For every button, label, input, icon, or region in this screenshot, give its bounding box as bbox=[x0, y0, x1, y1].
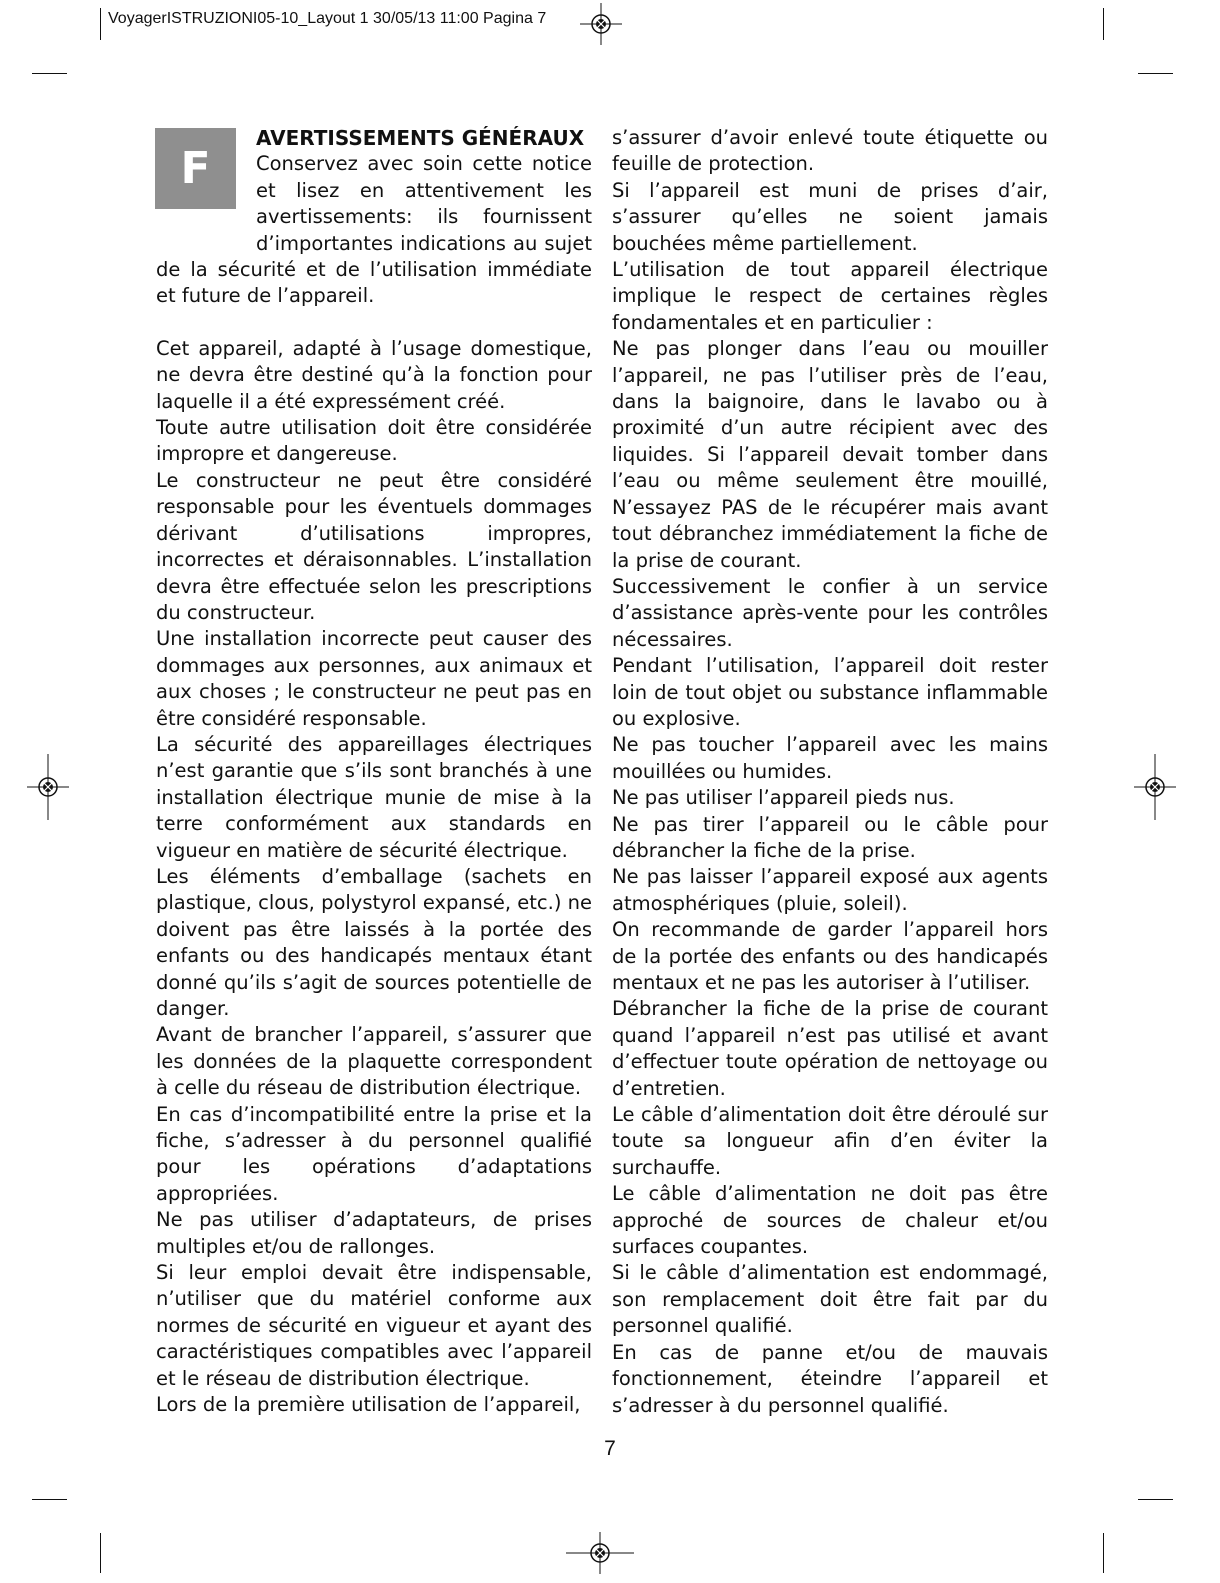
section-heading: AVERTISSEMENTS GÉNÉRAUX bbox=[256, 126, 585, 150]
paragraph: Ne pas tirer l’appareil ou le câble pour débrancher la fiche de la prise. bbox=[612, 812, 1048, 862]
paragraph: Ne pas utiliser d’adaptateurs, de prises multiples et/ou de rallonges. bbox=[156, 1208, 592, 1258]
right-column bbox=[612, 125, 1048, 1419]
paragraph: Lors de la première utilisation de l’appareil, bbox=[156, 1393, 581, 1417]
paragraph: Débrancher la fiche de la prise de courant quand l’appareil n’est pas utilisé et avant d’effectuer toute opération de nettoyage ou d’entretien. bbox=[612, 997, 1048, 1100]
paragraph: Ne pas toucher l’appareil avec les mains mouillées ou humides. bbox=[612, 733, 1048, 783]
paragraph: Avant de brancher l’appareil, s’assurer que les données de la plaquette correspondent à celle du réseau de distribution électrique. bbox=[156, 1023, 592, 1100]
crop-mark bbox=[100, 1533, 101, 1573]
paragraph: En cas d’incompatibilité entre la prise et la fiche, s’adresser à du personnel qualifié pour les opérations d’adaptations appropriées. bbox=[156, 1102, 592, 1205]
left-column bbox=[156, 125, 592, 1419]
paragraph: Successivement le confier à un service d’assistance après-vente pour les contrôles nécessaires. bbox=[612, 574, 1048, 651]
registration-mark-icon bbox=[1134, 754, 1176, 820]
paragraph: La sécurité des appareillages électriques n’est garantie que s’ils sont branchés à une installation électrique munie de mise à la terre conformément aux standards en vigueur en matière de sécurité électrique. bbox=[156, 732, 592, 862]
paragraph: Cet appareil, adapté à l’usage domestique, ne devra être destiné qu’à la fonction pour laquelle il a été expressément créé. bbox=[156, 336, 592, 413]
paragraph: Si le câble d’alimentation est endommagé, son remplacement doit être fait par du personnel qualifié. bbox=[612, 1261, 1048, 1338]
tab-spacer bbox=[156, 125, 256, 231]
paragraph: On recommande de garder l’appareil hors de la portée des enfants ou des handicapés mentaux et ne pas les autoriser à l’utiliser. bbox=[612, 918, 1048, 994]
registration-mark-icon bbox=[566, 1532, 634, 1574]
crop-mark bbox=[1138, 73, 1173, 74]
paragraph: s’assurer d’avoir enlevé toute étiquette ou feuille de protection. bbox=[612, 126, 1048, 176]
crop-mark bbox=[32, 1499, 67, 1500]
crop-mark bbox=[100, 8, 101, 40]
crop-mark bbox=[1103, 8, 1104, 40]
paragraph: Ne pas laisser l’appareil exposé aux agents atmosphériques (pluie, soleil). bbox=[612, 865, 1048, 915]
print-slug: VoyagerISTRUZIONI05-10_Layout 1 30/05/13 11:00 Pagina 7 bbox=[108, 10, 547, 27]
paragraph: Ne pas plonger dans l’eau ou mouiller l’appareil, ne pas l’utiliser près de l’eau, dans la baignoire, dans le lavabo ou à proximité d’un autre récipient avec des liquides. Si l’appareil devait tomber dans l’eau ou même seulement être mouillé, N’essayez PAS de le récupérer mais avant tout débranchez immédiatement la fiche de la prise de courant. bbox=[612, 337, 1048, 572]
paragraph: Si leur emploi devait être indispensable, n’utiliser que du matériel conforme aux normes de sécurité en vigueur et ayant des caractéristiques compatibles avec l’appareil et le réseau de distribution électrique. bbox=[156, 1261, 592, 1390]
page-number: 7 bbox=[604, 1437, 616, 1460]
paragraph: Le câble d’alimentation ne doit pas être approché de sources de chaleur et/ou surfaces coupantes. bbox=[612, 1182, 1048, 1259]
registration-mark-icon bbox=[580, 3, 622, 45]
paragraph: Pendant l’utilisation, l’appareil doit rester loin de tout objet ou substance inflammable ou explosive. bbox=[612, 654, 1048, 730]
crop-mark bbox=[1138, 1499, 1173, 1500]
paragraph: Les éléments d’emballage (sachets en plastique, clous, polystyrol expansé, etc.) ne doivent pas être laissés à la portée des enfants ou des handicapés mentaux étant donné qu’ils s’agit de sources potentielle de danger. bbox=[156, 864, 592, 1020]
crop-mark bbox=[1103, 1533, 1104, 1573]
paragraph: En cas de panne et/ou de mauvais fonctionnement, éteindre l’appareil et s’adresser à du personnel qualifié. bbox=[612, 1340, 1048, 1417]
paragraph-gap bbox=[156, 310, 592, 336]
paragraph: Conservez avec soin cette notice et lisez en attentivement les avertissements: ils fournissent d’importantes indications au sujet de la sécurité et de l’utilisation immédiate et future de l’appareil. bbox=[156, 152, 592, 308]
registration-mark-icon bbox=[27, 754, 69, 820]
paragraph: Ne pas utiliser l’appareil pieds nus. bbox=[612, 786, 955, 810]
language-tab: F bbox=[155, 128, 236, 209]
paragraph: L’utilisation de tout appareil électrique implique le respect de certaines règles fondamentales et en particulier : bbox=[612, 258, 1048, 334]
paragraph: Une installation incorrecte peut causer des dommages aux personnes, aux animaux et aux choses ; le constructeur ne peut pas en être considéré responsable. bbox=[156, 627, 592, 730]
paragraph: Le constructeur ne peut être considéré responsable pour les éventuels dommages dérivant d’utilisations impropres, incorrectes et déraisonnables. L’installation devra être effectuée selon les prescriptions du constructeur. bbox=[156, 468, 592, 624]
paragraph: Si l’appareil est muni de prises d’air, s’assurer qu’elles ne soient jamais bouchées même partiellement. bbox=[612, 178, 1048, 255]
crop-mark bbox=[32, 73, 67, 74]
paragraph: Toute autre utilisation doit être considérée impropre et dangereuse. bbox=[156, 416, 592, 466]
paragraph: Le câble d’alimentation doit être déroulé sur toute sa longueur afin d’en éviter la surchauffe. bbox=[612, 1103, 1048, 1179]
